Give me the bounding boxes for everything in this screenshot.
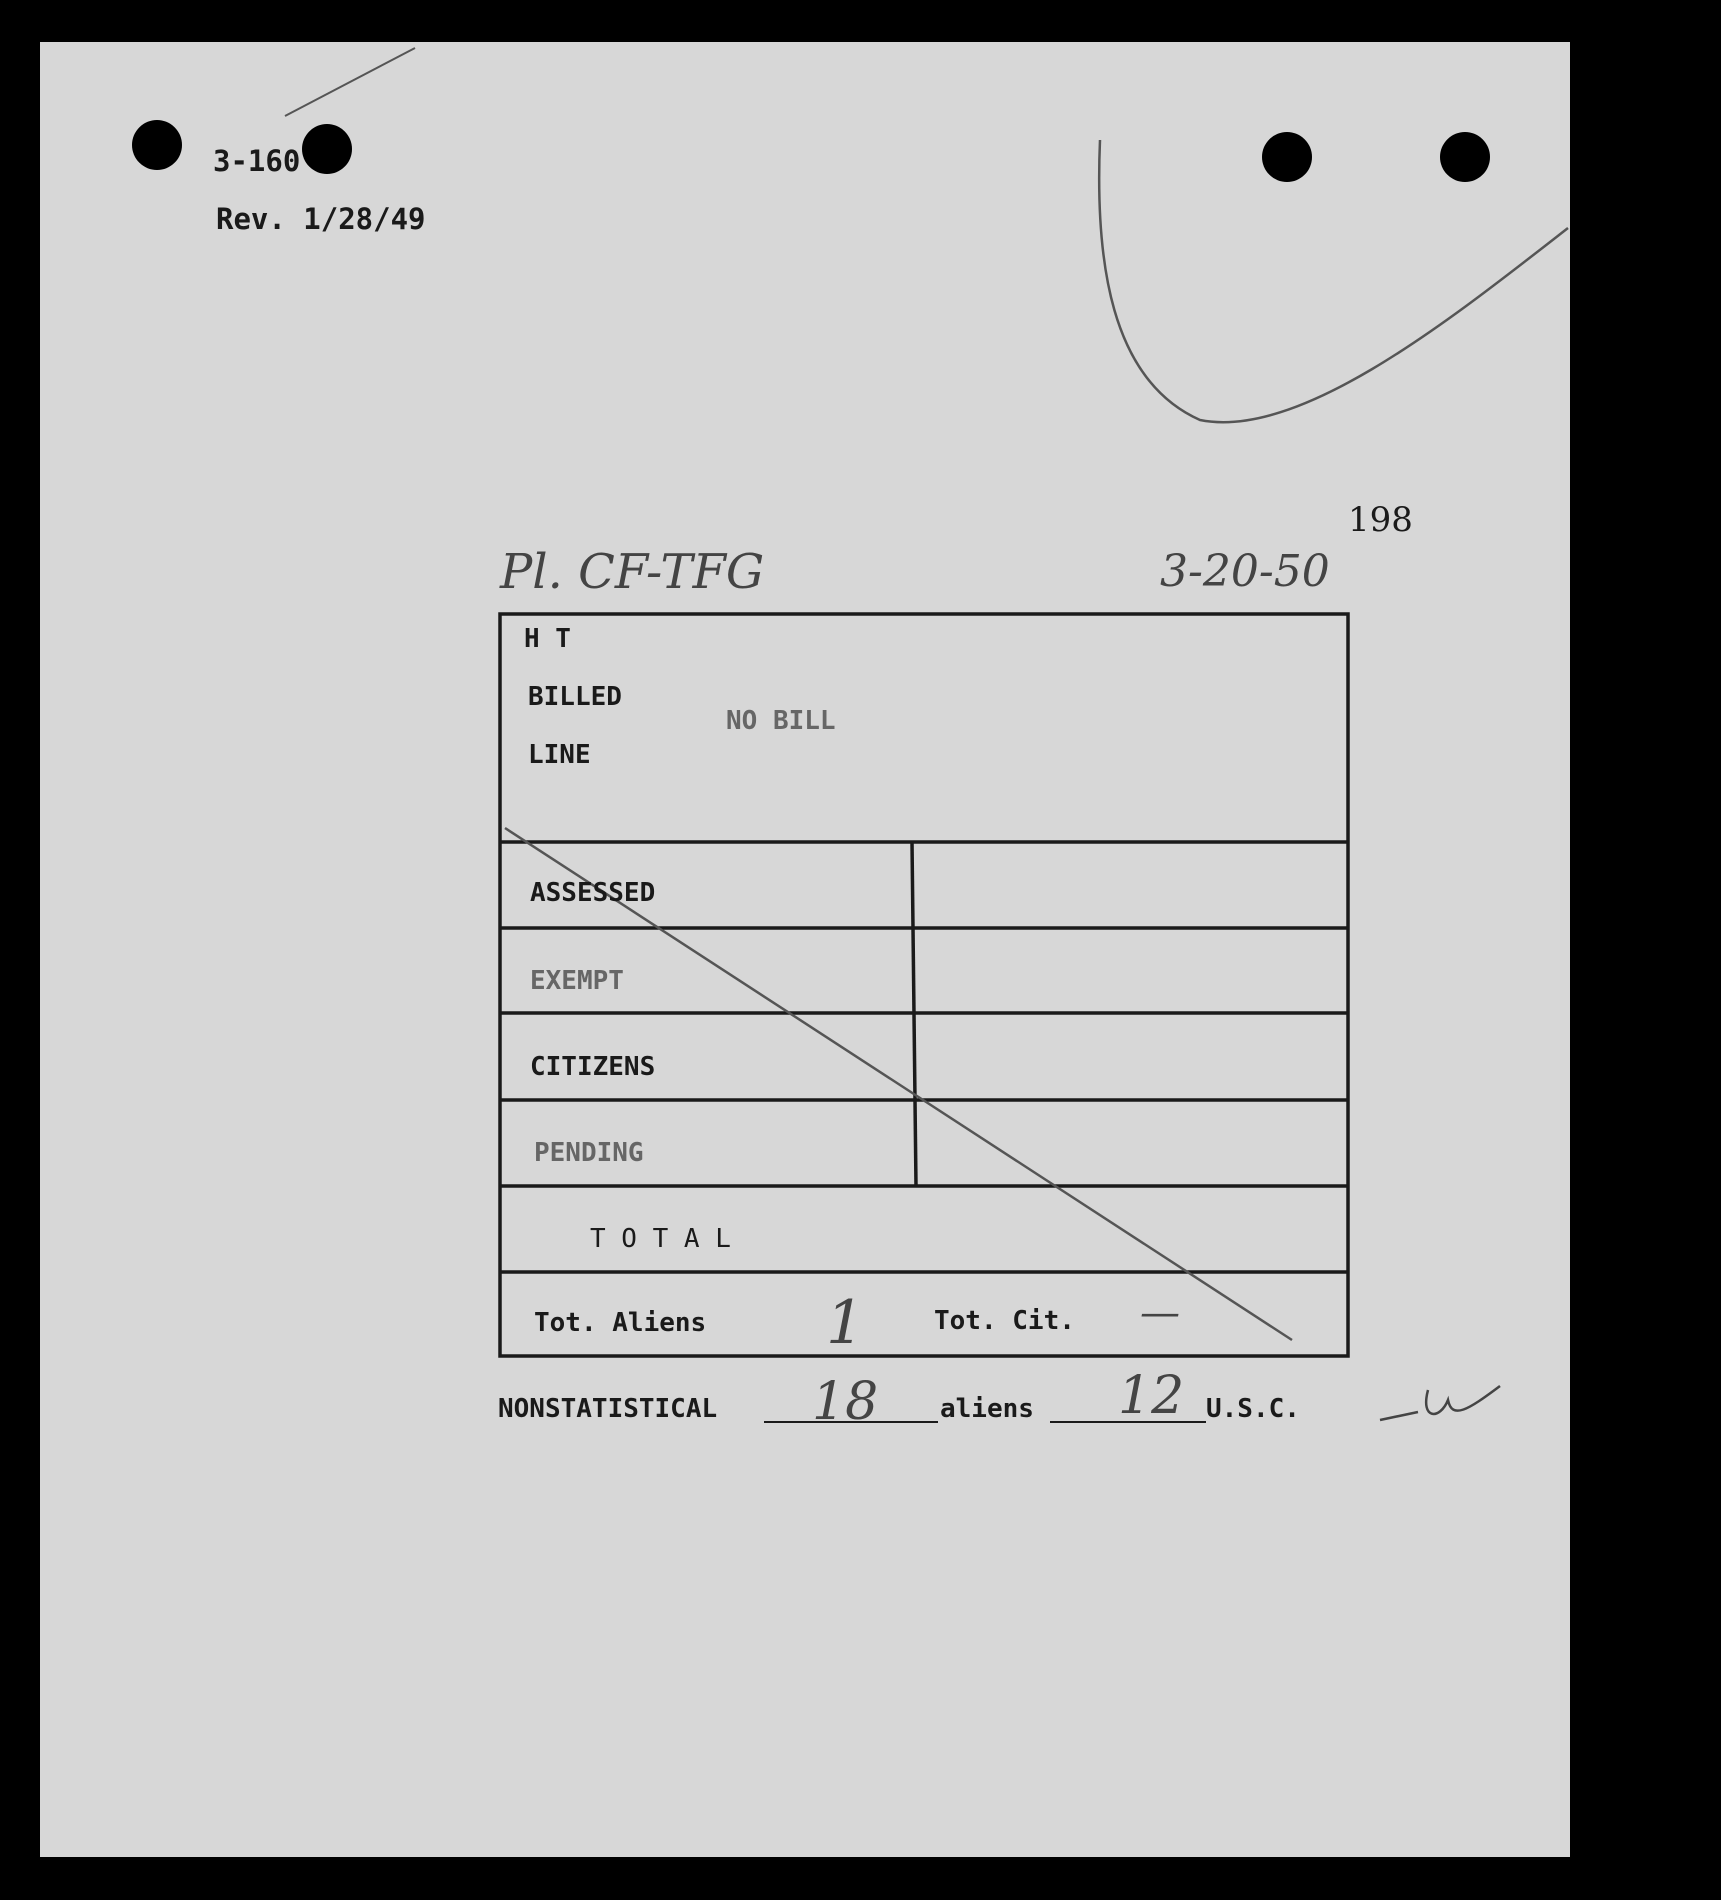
label-line: LINE (528, 740, 591, 770)
label-ht: H T (524, 624, 571, 654)
nonstatistical-label: NONSTATISTICAL (498, 1394, 718, 1424)
row-citizens: CITIZENS (530, 1052, 656, 1082)
row-assessed: ASSESSED (530, 878, 656, 908)
page-number: 198 (1348, 500, 1413, 540)
revision-date: Rev. 1/28/49 (216, 202, 426, 236)
tot-cit-label: Tot. Cit. (934, 1306, 1075, 1336)
handwritten-date: 3-20-50 (1160, 546, 1330, 597)
tot-cit-value: — (1140, 1290, 1180, 1336)
row-exempt: EXEMPT (530, 966, 624, 996)
label-billed: BILLED (528, 682, 622, 712)
usc-label: U.S.C. (1206, 1394, 1300, 1424)
form-number: 3-160 (213, 144, 301, 178)
tot-aliens-label: Tot. Aliens (534, 1308, 707, 1338)
tot-aliens-value: 1 (826, 1288, 865, 1358)
nonstatistical-usc-value: 12 (1118, 1366, 1185, 1426)
row-pending: PENDING (534, 1138, 644, 1168)
nonstatistical-aliens-value: 18 (812, 1372, 879, 1432)
aliens-label: aliens (940, 1394, 1034, 1424)
total-label: T O T A L (590, 1224, 731, 1254)
no-bill-stamp: NO BILL (726, 706, 836, 736)
handwritten-reference: Pl. CF-TFG (500, 544, 765, 600)
